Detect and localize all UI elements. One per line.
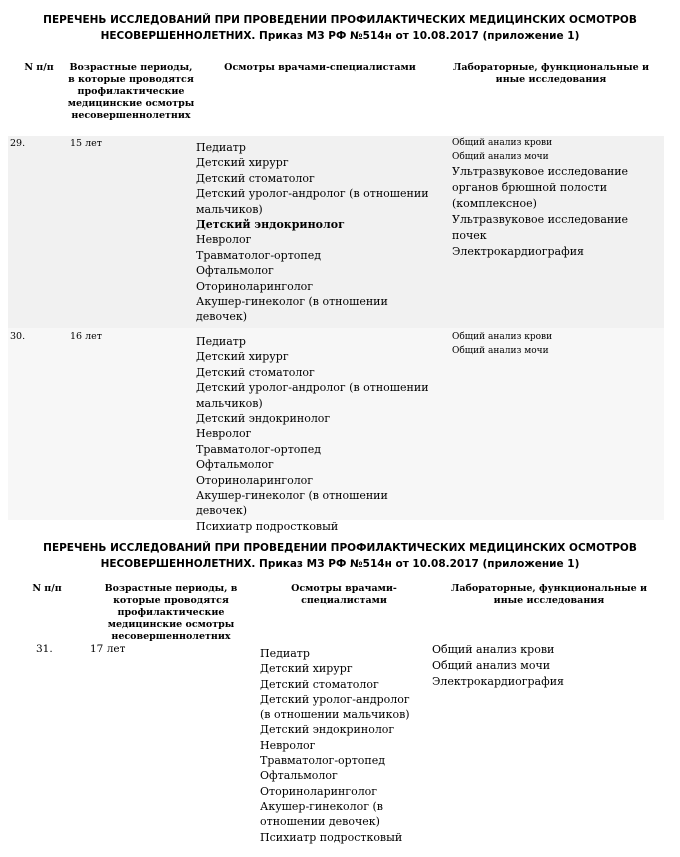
doctor-item: Офтальмолог xyxy=(260,769,338,783)
lab-item: Ультразвуковое исследование почек xyxy=(452,213,629,242)
section2-title-line1: ПЕРЕЧЕНЬ ИССЛЕДОВАНИЙ ПРИ ПРОВЕДЕНИИ ПРОФИЛАКТИЧЕСКИХ МЕДИЦИНСКИХ ОСМОТРОВ xyxy=(43,542,637,554)
doctor-item: Оториноларинголог xyxy=(196,279,314,293)
doctor-item: Офтальмолог xyxy=(196,264,274,278)
section1-title-line1: ПЕРЕЧЕНЬ ИССЛЕДОВАНИЙ ПРИ ПРОВЕДЕНИИ ПРОФИЛАКТИЧЕСКИХ МЕДИЦИНСКИХ ОСМОТРОВ xyxy=(43,14,637,26)
row-age: 15 лет xyxy=(70,138,103,149)
doctor-list xyxy=(260,646,420,845)
section2-header-age: Возрастные периоды, в которые проводятся профилактические медицинские осмотры несовершеннолетних xyxy=(104,583,238,642)
lab-item: Общий анализ крови xyxy=(432,643,555,656)
doctor-item: Невролог xyxy=(260,738,316,752)
section1-header-labs: Лабораторные, функциональные и иные исследования xyxy=(452,62,650,85)
doctor-item: Детский уролог-андролог (в отношении мальчиков) xyxy=(196,381,429,410)
doctor-list xyxy=(196,334,436,534)
row-number: 29. xyxy=(10,138,26,149)
doctor-item: Педиатр xyxy=(260,647,310,660)
doctor-item: Детский эндокринолог xyxy=(260,723,395,737)
doctor-item: Детский стоматолог xyxy=(196,171,315,185)
lab-item: Электрокардиография xyxy=(432,675,564,688)
section2-header-doctors: Осмотры врачами-специалистами xyxy=(291,583,397,606)
section1-header-doctors: Осмотры врачами-специалистами xyxy=(224,62,416,73)
lab-item: Ультразвуковое исследование органов брюшной полости (комплексное) xyxy=(452,165,629,210)
doctor-item: Педиатр xyxy=(196,335,246,348)
doctor-item: Детский хирург xyxy=(196,350,289,364)
row-age: 17 лет xyxy=(90,643,126,655)
doctor-item: Детский хирург xyxy=(196,156,289,170)
doctor-item: Детский стоматолог xyxy=(196,365,315,379)
doctor-item: Травматолог-ортопед xyxy=(196,248,322,262)
lab-list xyxy=(452,136,664,260)
section2-header-num: N п/п xyxy=(32,583,62,594)
doctor-item: Офтальмолог xyxy=(196,458,274,472)
doctor-item: Детский уролог-андролог (в отношении мальчиков) xyxy=(260,692,410,722)
doctor-item: Детский хирург xyxy=(260,662,353,676)
lab-item: Электрокардиография xyxy=(452,245,584,258)
doctor-item: Детский стоматолог xyxy=(260,677,379,691)
doctor-item: Акушер-гинеколог (в отношении девочек) xyxy=(196,295,388,324)
doctor-item: Педиатр xyxy=(196,141,246,154)
doctor-item-highlighted: Детский эндокринолог xyxy=(196,218,345,232)
section1-header-age: Возрастные периоды, в которые проводятся профилактические медицинские осмотры несовершеннолетних xyxy=(67,62,195,121)
lab-item: Общий анализ мочи xyxy=(432,659,551,672)
lab-item: Общий анализ мочи xyxy=(452,346,549,356)
section1-header-num: N п/п xyxy=(24,62,54,73)
doctor-item: Невролог xyxy=(196,233,252,247)
row-number: 30. xyxy=(10,331,26,342)
doctor-item: Невролог xyxy=(196,427,252,441)
row-age: 16 лет xyxy=(70,331,103,342)
section2-title-line2: НЕСОВЕРШЕННОЛЕТНИХ. Приказ МЗ РФ №514н от 10.08.2017 (приложение 1) xyxy=(100,558,580,570)
doctor-item: Травматолог-ортопед xyxy=(260,754,386,768)
lab-item: Общий анализ крови xyxy=(452,138,553,148)
lab-list xyxy=(452,330,664,358)
section1-title-line2: НЕСОВЕРШЕННОЛЕТНИХ. Приказ МЗ РФ №514н от 10.08.2017 (приложение 1) xyxy=(100,30,580,42)
doctor-item: Психиатр подростковый xyxy=(196,519,339,533)
doctor-item: Акушер-гинеколог (в отношении девочек) xyxy=(260,799,383,829)
doctor-item: Акушер-гинеколог (в отношении девочек) xyxy=(196,489,388,518)
doctor-item: Детский уролог-андролог (в отношении мальчиков) xyxy=(196,187,429,216)
doctor-item: Оториноларинголог xyxy=(196,473,314,487)
lab-item: Общий анализ крови xyxy=(452,332,553,342)
lab-list xyxy=(432,642,660,690)
section2-header-labs: Лабораторные, функциональные и иные исследования xyxy=(450,583,648,606)
doctor-item: Оториноларинголог xyxy=(260,784,378,798)
doctor-item: Детский эндокринолог xyxy=(196,412,331,426)
lab-item: Общий анализ мочи xyxy=(452,152,549,162)
doctor-item: Психиатр подростковый xyxy=(260,830,403,844)
doctor-item: Травматолог-ортопед xyxy=(196,442,322,456)
doctor-list xyxy=(196,140,436,340)
row-number: 31. xyxy=(36,643,53,655)
